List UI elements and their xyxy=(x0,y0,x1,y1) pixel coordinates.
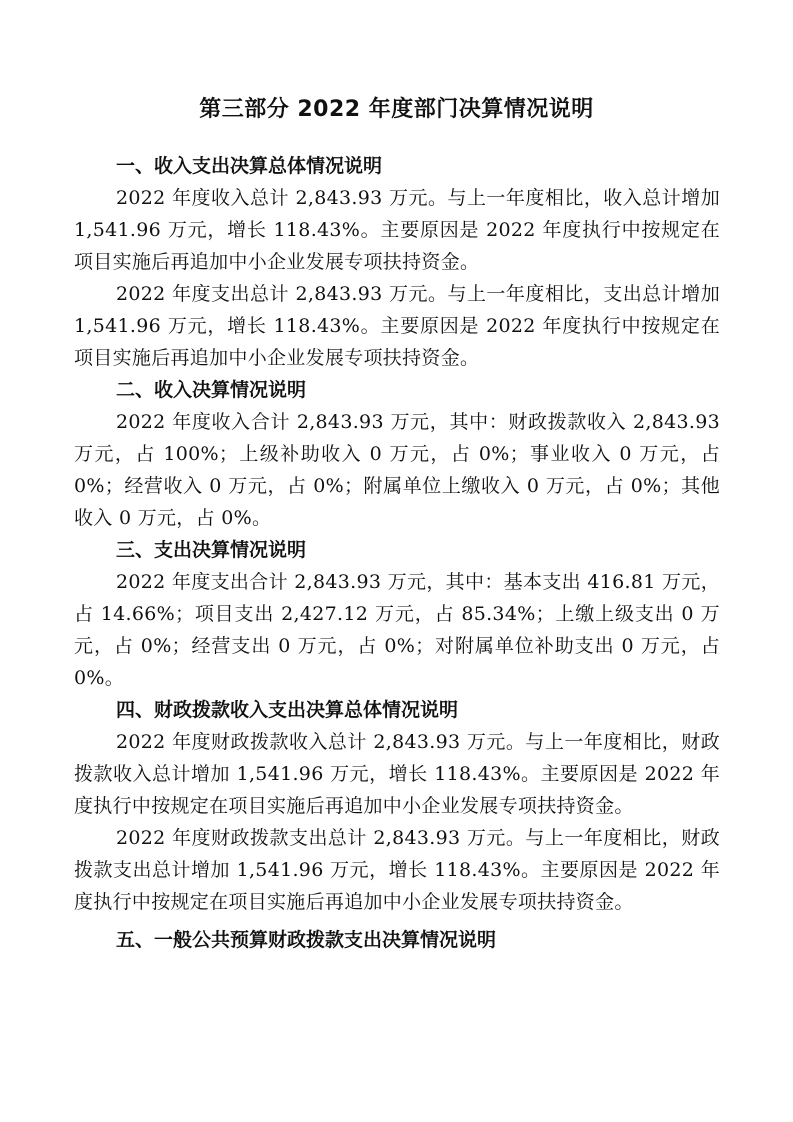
section-heading: 一、收入支出决算总体情况说明 xyxy=(116,155,383,177)
section-heading: 三、支出决算情况说明 xyxy=(116,539,307,561)
paragraph: 2022 年度收入总计 2,843.93 万元。与上一年度相比，收入总计增加 1,541.96 万元，增长 118.43%。主要原因是 2022 年度执行中按规定在项目实施后再追加中小企业发展专项扶持资金。 xyxy=(74,187,720,273)
section-heading: 五、一般公共预算财政拨款支出决算情况说明 xyxy=(116,929,497,951)
page-title: 第三部分 2022 年度部门决算情况说明 xyxy=(199,97,594,122)
section-heading: 四、财政拨款收入支出决算总体情况说明 xyxy=(116,699,459,721)
document-body xyxy=(74,150,720,956)
paragraph: 2022 年度支出总计 2,843.93 万元。与上一年度相比，支出总计增加 1,541.96 万元，增长 118.43%。主要原因是 2022 年度执行中按规定在项目实施后再追加中小企业发展专项扶持资金。 xyxy=(74,283,720,369)
paragraph: 2022 年度财政拨款支出总计 2,843.93 万元。与上一年度相比，财政拨款支出总计增加 1,541.96 万元，增长 118.43%。主要原因是 2022 年度执行中按规定在项目实施后再追加中小企业发展专项扶持资金。 xyxy=(74,827,720,913)
section-heading: 二、收入决算情况说明 xyxy=(116,379,307,401)
paragraph: 2022 年度支出合计 2,843.93 万元，其中：基本支出 416.81 万元，占 14.66%；项目支出 2,427.12 万元，占 85.34%；上缴上级支出 0 万元，占 0%；经营支出 0 万元，占 0%；对附属单位补助支出 0 万元，占 0%。 xyxy=(74,571,720,689)
paragraph: 2022 年度财政拨款收入总计 2,843.93 万元。与上一年度相比，财政拨款收入总计增加 1,541.96 万元，增长 118.43%。主要原因是 2022 年度执行中按规定在项目实施后再追加中小企业发展专项扶持资金。 xyxy=(74,731,720,817)
paragraph: 2022 年度收入合计 2,843.93 万元，其中：财政拨款收入 2,843.93 万元，占 100%；上级补助收入 0 万元，占 0%；事业收入 0 万元，占 0%；经营收入 0 万元，占 0%；附属单位上缴收入 0 万元，占 0%；其他收入 0 万元，占 0%。 xyxy=(74,411,720,529)
